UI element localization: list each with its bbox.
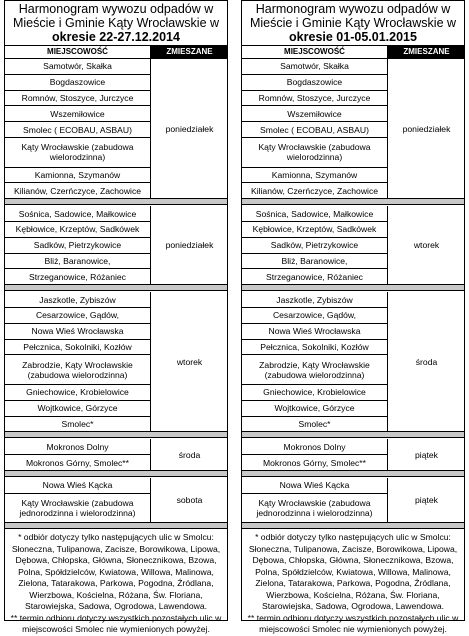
collection-day-cell: sobota [151, 478, 228, 523]
location-cell: Wszemiłowice [5, 106, 151, 122]
column-header-waste-type: ZMIESZANE [151, 46, 228, 58]
group-separator [5, 523, 227, 529]
collection-day-cell: poniedziałek [151, 59, 228, 199]
footnote-double-star: ** termin odbioru dotyczy wszystkich pozostałych ulic w miejscowości Smolec nie wymienionych powyżej. [10, 612, 222, 635]
collection-day-cell: środa [151, 439, 228, 471]
location-cell: Kamionna, Szymanów [242, 168, 388, 184]
location-cell: Zabrodzie, Kąty Wrocławskie (zabudowa wielorodzinna) [242, 355, 388, 385]
location-cell: Jaszkotle, Zybiszów [5, 292, 151, 308]
location-cell: Mokronos Dolny [242, 439, 388, 455]
location-cell: Jaszkotle, Zybiszów [242, 292, 388, 308]
collection-day-cell: wtorek [151, 292, 228, 432]
location-cell: Wojtkowice, Górzyce [5, 401, 151, 417]
group-separator [5, 471, 227, 477]
location-cell: Kąty Wrocławskie (zabudowa jednorodzinna i wielorodzinna) [242, 494, 388, 524]
location-cell: Nowa Wieś Kącka [5, 478, 151, 494]
group-separator [242, 471, 464, 477]
collection-day-cell: poniedziałek [388, 59, 465, 199]
group-separator [242, 523, 464, 529]
location-cell: Samotwór, Skałka [5, 59, 151, 75]
location-cell: Samotwór, Skałka [242, 59, 388, 75]
schedule-panel-left [4, 0, 228, 635]
footnote-single-star: * odbiór dotyczy tylko następujących ulic w Smolcu: Słoneczna, Tulipanowa, Zacisze, Borowikowa, Lipowa, Dębowa, Chłopska, Główna, Słonecznikowa, Bzowa, Polna, Spółdzielców, Kwiatowa, Willowa, Malinowa, Zielona, Tatarakowa, Parkowa, Pogodna, Źródlana, Wierzbowa, Kościelna, Różana, Św. Floriana, Starowiejska, Sadowa, Ogrodowa, Lawendowa. [248, 532, 458, 612]
location-cell: Mokronos Górny, Smolec** [5, 455, 151, 471]
location-cell: Gniechowice, Krobielowice [5, 385, 151, 401]
location-cell: Mokronos Dolny [5, 439, 151, 455]
location-cell: Nowa Wieś Kącka [242, 478, 388, 494]
location-cell: Wszemiłowice [242, 106, 388, 122]
location-cell: Kębłowice, Krzeptów, Sadkówek [5, 222, 151, 238]
location-cell: Nowa Wieś Wrocławska [242, 324, 388, 340]
group-separator [5, 432, 227, 438]
location-cell: Kilianów, Czerńczyce, Zachowice [5, 183, 151, 199]
title-line-2: Mieście i Gminie Kąty Wrocławskie w [249, 16, 457, 30]
title-line-2: Mieście i Gminie Kąty Wrocławskie w [12, 16, 220, 30]
column-header-waste-type: ZMIESZANE [388, 46, 465, 58]
group-separator [242, 432, 464, 438]
schedule-panel-right [241, 0, 465, 635]
location-cell: Smolec* [242, 417, 388, 433]
collection-day-cell: piątek [388, 478, 465, 523]
location-cell: Kąty Wrocławskie (zabudowa jednorodzinna i wielorodzinna) [5, 494, 151, 524]
table-header [242, 45, 464, 59]
collection-day-cell: wtorek [388, 206, 465, 285]
location-cell: Strzeganowice, Różaniec [242, 269, 388, 285]
location-cell: Strzeganowice, Różaniec [5, 269, 151, 285]
location-cell: Bliż, Baranowice, [242, 254, 388, 270]
location-cell: Kąty Wrocławskie (zabudowa wielorodzinna) [242, 138, 388, 168]
location-cell: Smolec ( ECOBAU, ASBAU) [242, 122, 388, 138]
location-cell: Pełcznica, Sokolniki, Kozłów [5, 340, 151, 356]
location-cell: Smolec* [5, 417, 151, 433]
location-cell: Romnów, Stoszyce, Jurczyce [5, 91, 151, 107]
location-cell: Kamionna, Szymanów [5, 168, 151, 184]
panel-title [242, 1, 464, 45]
location-cell: Bogdaszowice [242, 75, 388, 91]
group-separator [242, 199, 464, 205]
location-cell: Sadków, Pietrzykowice [242, 238, 388, 254]
footnote-double-star: ** termin odbioru dotyczy wszystkich pozostałych ulic w miejscowości Smolec nie wymienionych powyżej. [247, 612, 459, 635]
location-cell: Bogdaszowice [5, 75, 151, 91]
column-header-place: MIEJSCOWOŚĆ [242, 46, 388, 58]
location-cell: Gniechowice, Krobielowice [242, 385, 388, 401]
location-cell: Kilianów, Czerńczyce, Zachowice [242, 183, 388, 199]
location-cell: Wojtkowice, Górzyce [242, 401, 388, 417]
footnotes [5, 532, 227, 636]
column-header-place: MIEJSCOWOŚĆ [5, 46, 151, 58]
location-cell: Sośnica, Sadowice, Małkowice [242, 206, 388, 222]
location-cell: Kębłowice, Krzeptów, Sadkówek [242, 222, 388, 238]
group-separator [5, 199, 227, 205]
title-line-3: okresie 01-05.01.2015 [289, 30, 417, 44]
location-cell: Cesarzowice, Gądów, [242, 308, 388, 324]
footnotes [242, 532, 464, 636]
location-cell: Romnów, Stoszyce, Jurczyce [242, 91, 388, 107]
location-cell: Pełcznica, Sokolniki, Kozłów [242, 340, 388, 356]
location-cell: Mokronos Górny, Smolec** [242, 455, 388, 471]
group-separator [5, 285, 227, 291]
title-line-1: Harmonogram wywozu odpadów w [18, 2, 214, 16]
panel-title [5, 1, 227, 45]
location-cell: Bliż, Baranowice, [5, 254, 151, 270]
location-cell: Nowa Wieś Wrocławska [5, 324, 151, 340]
collection-day-cell: poniedziałek [151, 206, 228, 285]
table-header [5, 45, 227, 59]
title-line-1: Harmonogram wywozu odpadów w [255, 2, 451, 16]
title-line-3: okresie 22-27.12.2014 [52, 30, 180, 44]
collection-day-cell: piątek [388, 439, 465, 471]
location-cell: Zabrodzie, Kąty Wrocławskie (zabudowa wielorodzinna) [5, 355, 151, 385]
location-cell: Sadków, Pietrzykowice [5, 238, 151, 254]
location-cell: Kąty Wrocławskie (zabudowa wielorodzinna) [5, 138, 151, 168]
collection-day-cell: środa [388, 292, 465, 432]
location-cell: Sośnica, Sadowice, Małkowice [5, 206, 151, 222]
location-cell: Cesarzowice, Gądów, [5, 308, 151, 324]
location-cell: Smolec ( ECOBAU, ASBAU) [5, 122, 151, 138]
footnote-single-star: * odbiór dotyczy tylko następujących ulic w Smolcu: Słoneczna, Tulipanowa, Zacisze, Borowikowa, Lipowa, Dębowa, Chłopska, Główna, Słonecznikowa, Bzowa, Polna, Spółdzielców, Kwiatowa, Willowa, Malinowa, Zielona, Tatarakowa, Parkowa, Pogodna, Źródlana, Wierzbowa, Kościelna, Różana, Św. Floriana, Starowiejska, Sadowa, Ogrodowa, Lawendowa. [11, 532, 221, 612]
group-separator [242, 285, 464, 291]
